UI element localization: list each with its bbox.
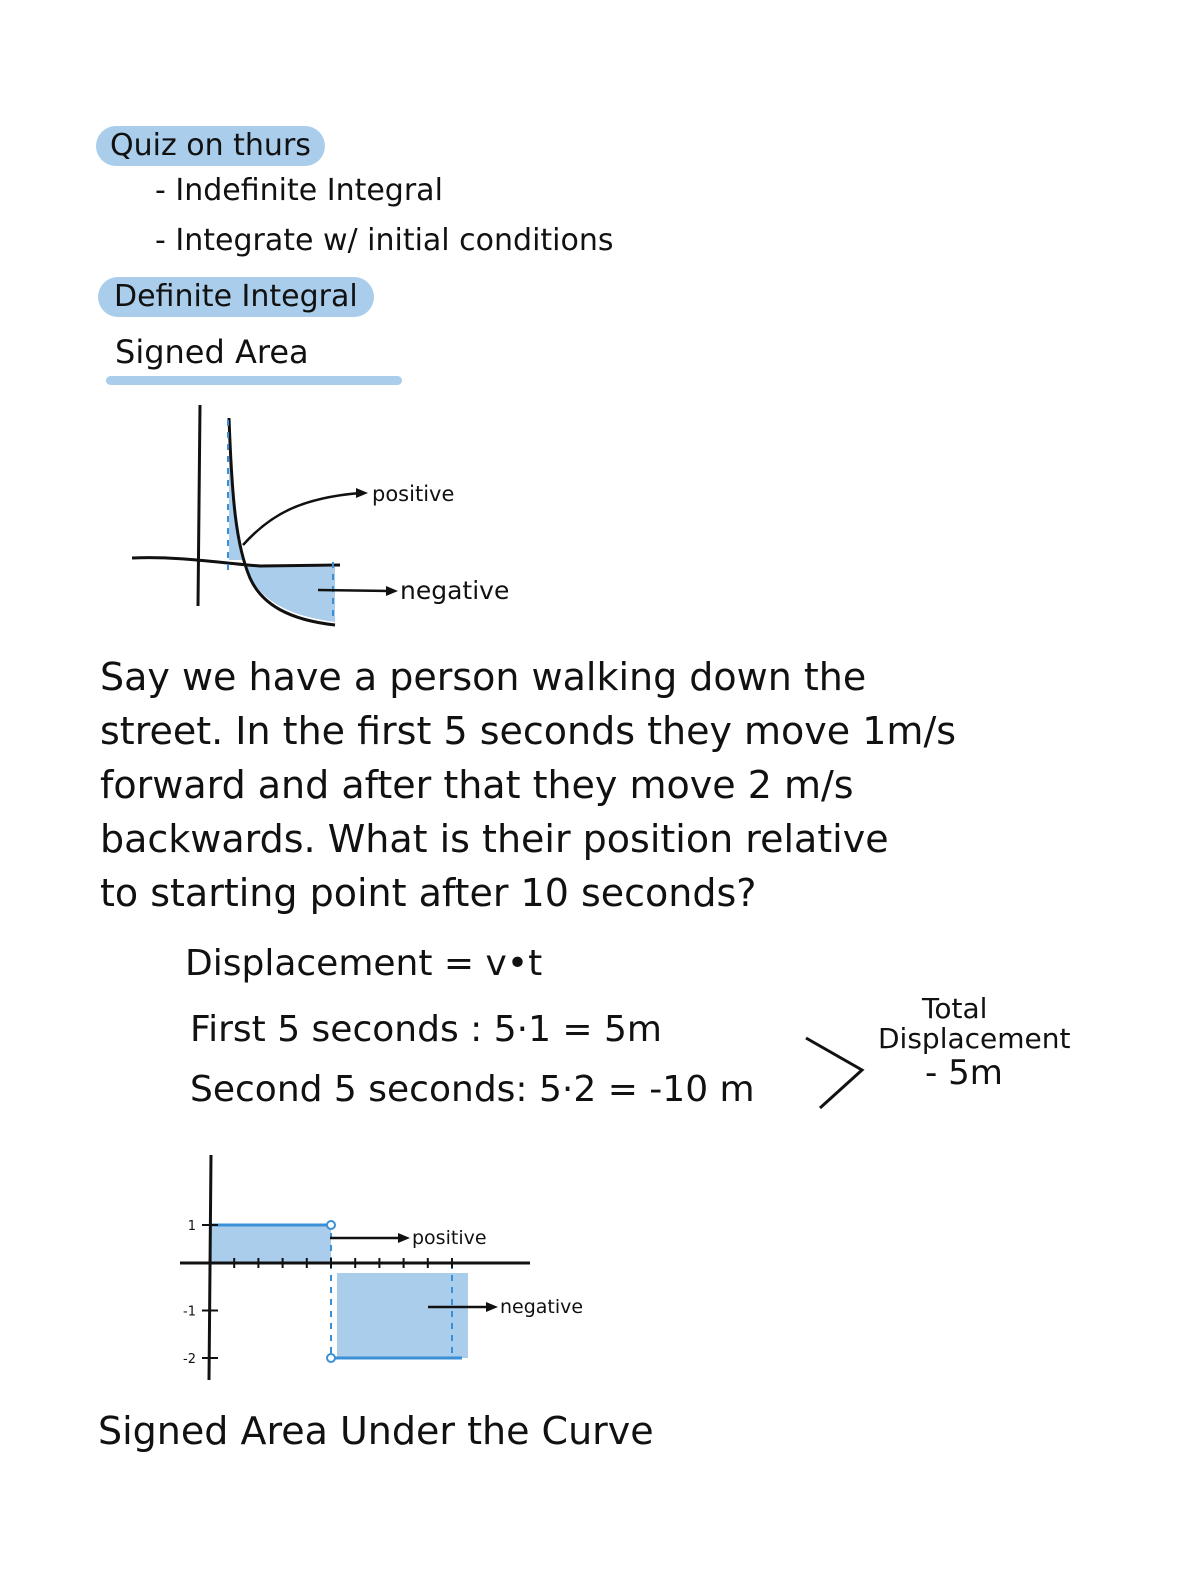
negative-area <box>337 1273 468 1358</box>
y-tick-label: -2 <box>183 1352 196 1367</box>
subtopic-title: Signed Area <box>115 333 309 371</box>
second-5-seconds: Second 5 seconds: 5·2 = -10 m <box>190 1069 755 1110</box>
sketch1-negative-label: negative <box>400 576 510 605</box>
problem-line-3: forward and after that they move 2 m/s <box>100 763 854 807</box>
negative-arrowhead <box>486 1302 498 1312</box>
negative-arrow <box>318 590 390 591</box>
positive-region <box>229 418 245 560</box>
y-tick-label: -1 <box>183 1304 196 1320</box>
subtopic-underline <box>106 376 402 385</box>
total-label-2: Displacement <box>878 1022 1071 1055</box>
caption: Signed Area Under the Curve <box>98 1409 654 1453</box>
sketch1-positive-label: positive <box>372 482 455 506</box>
y-axis <box>209 1155 211 1380</box>
quiz-item-2: - Integrate w/ initial conditions <box>155 223 614 258</box>
y-tick-label: 1 <box>187 1219 196 1234</box>
y-axis <box>198 405 200 606</box>
positive-endpoint <box>327 1221 335 1229</box>
problem-line-2: street. In the first 5 seconds they move 1m/s <box>100 709 957 753</box>
positive-area <box>210 1225 331 1263</box>
curve <box>229 418 335 625</box>
chart-negative-label: negative <box>500 1296 584 1318</box>
topic-title: Definite Integral <box>98 277 374 317</box>
negative-endpoint <box>327 1354 335 1362</box>
negative-region <box>245 565 335 622</box>
x-axis <box>132 558 340 566</box>
problem-line-4: backwards. What is their position relative <box>100 817 889 861</box>
total-label-1: Total <box>922 992 988 1025</box>
quiz-title: Quiz on thurs <box>96 126 325 166</box>
total-value: - 5m <box>925 1053 1003 1093</box>
quiz-item-1: - Indefinite Integral <box>155 173 443 208</box>
chart-positive-label: positive <box>412 1227 487 1249</box>
problem-line-5: to starting point after 10 seconds? <box>100 871 757 915</box>
positive-arrow <box>243 493 360 545</box>
problem-line-1: Say we have a person walking down the <box>100 655 867 699</box>
formula: Displacement = v•t <box>185 943 543 984</box>
positive-arrowhead <box>398 1233 410 1243</box>
first-5-seconds: First 5 seconds : 5·1 = 5m <box>190 1009 662 1050</box>
